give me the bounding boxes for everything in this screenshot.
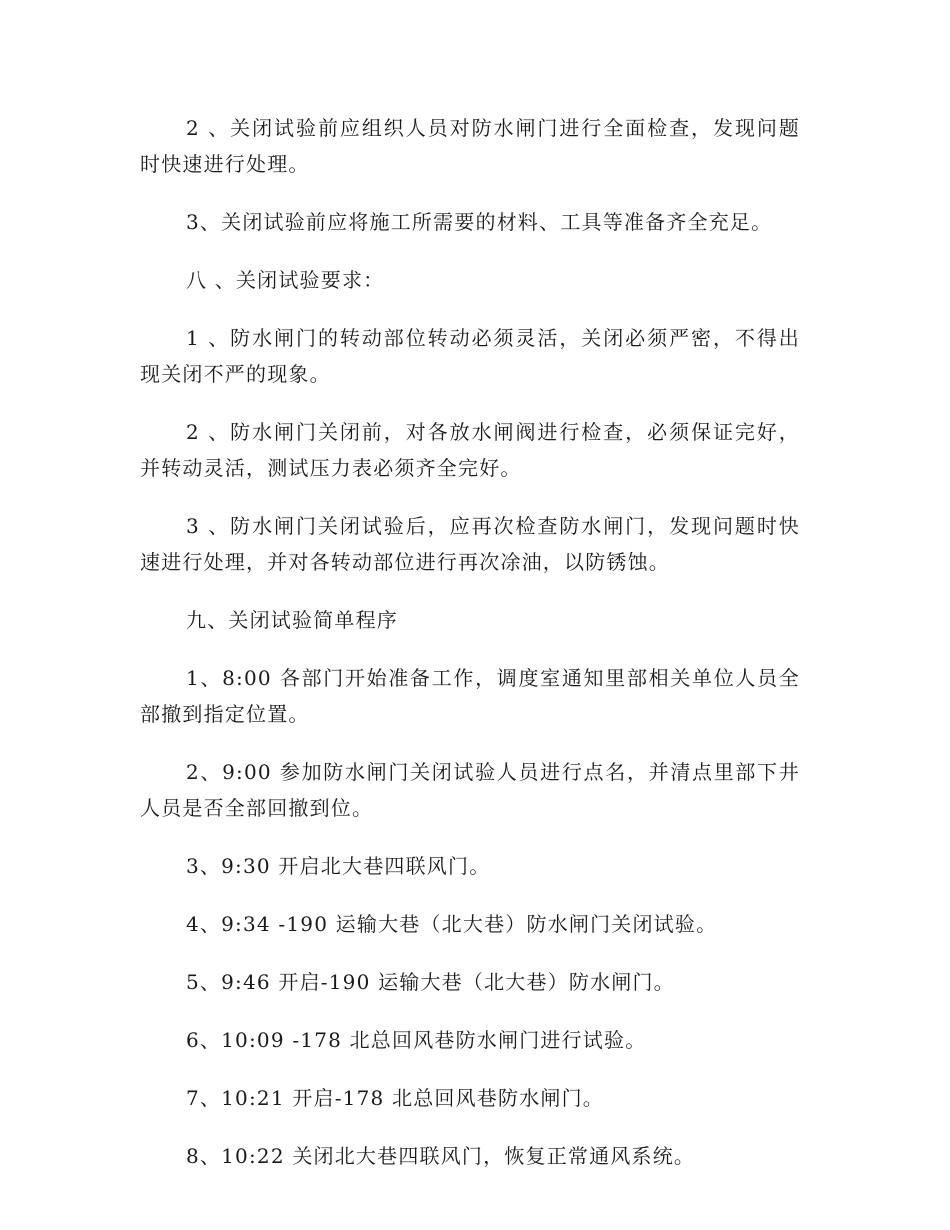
paragraph-inspection-before-test: 2 、关闭试验前应组织人员对防水闸门进行全面检查，发现问题时快速进行处理。	[140, 116, 800, 176]
paragraph-materials-ready: 3、关闭试验前应将施工所需要的材料、工具等准备齐全充足。	[186, 210, 773, 234]
section-heading-test-procedure: 九、关闭试验简单程序	[186, 608, 398, 632]
section-heading-test-requirements: 八 、关闭试验要求：	[186, 268, 385, 292]
procedure-step-7: 7、10:21 开启-178 北总回风巷防水闸门。	[186, 1086, 605, 1110]
procedure-step-8: 8、10:22 关闭北大巷四联风门，恢复正常通风系统。	[186, 1144, 696, 1168]
paragraph-requirement-1: 1 、防水闸门的转动部位转动必须灵活，关闭必须严密，不得出现关闭不严的现象。	[140, 326, 800, 386]
paragraph-requirement-2: 2 、防水闸门关闭前，对各放水闸阀进行检查，必须保证完好，并转动灵活，测试压力表必须齐全完好。	[140, 420, 800, 480]
document-page	[140, 110, 800, 1196]
paragraph-requirement-3: 3 、防水闸门关闭试验后，应再次检查防水闸门，发现问题时快速进行处理，并对各转动部位进行再次凃油，以防锈蚀。	[140, 514, 800, 574]
procedure-step-1: 1、8:00 各部门开始准备工作，调度室通知里部相关单位人员全部撤到指定位置。	[140, 666, 800, 726]
procedure-step-5: 5、9:46 开启-190 运输大巷（北大巷）防水闸门。	[186, 970, 675, 994]
procedure-step-4: 4、9:34 -190 运输大巷（北大巷）防水闸门关闭试验。	[186, 912, 718, 936]
procedure-step-2: 2、9:00 参加防水闸门关闭试验人员进行点名，并清点里部下井人员是否全部回撤到位。	[140, 760, 800, 820]
procedure-step-3: 3、9:30 开启北大巷四联风门。	[186, 854, 491, 878]
procedure-step-6: 6、10:09 -178 北总回风巷防水闸门进行试验。	[186, 1028, 647, 1052]
